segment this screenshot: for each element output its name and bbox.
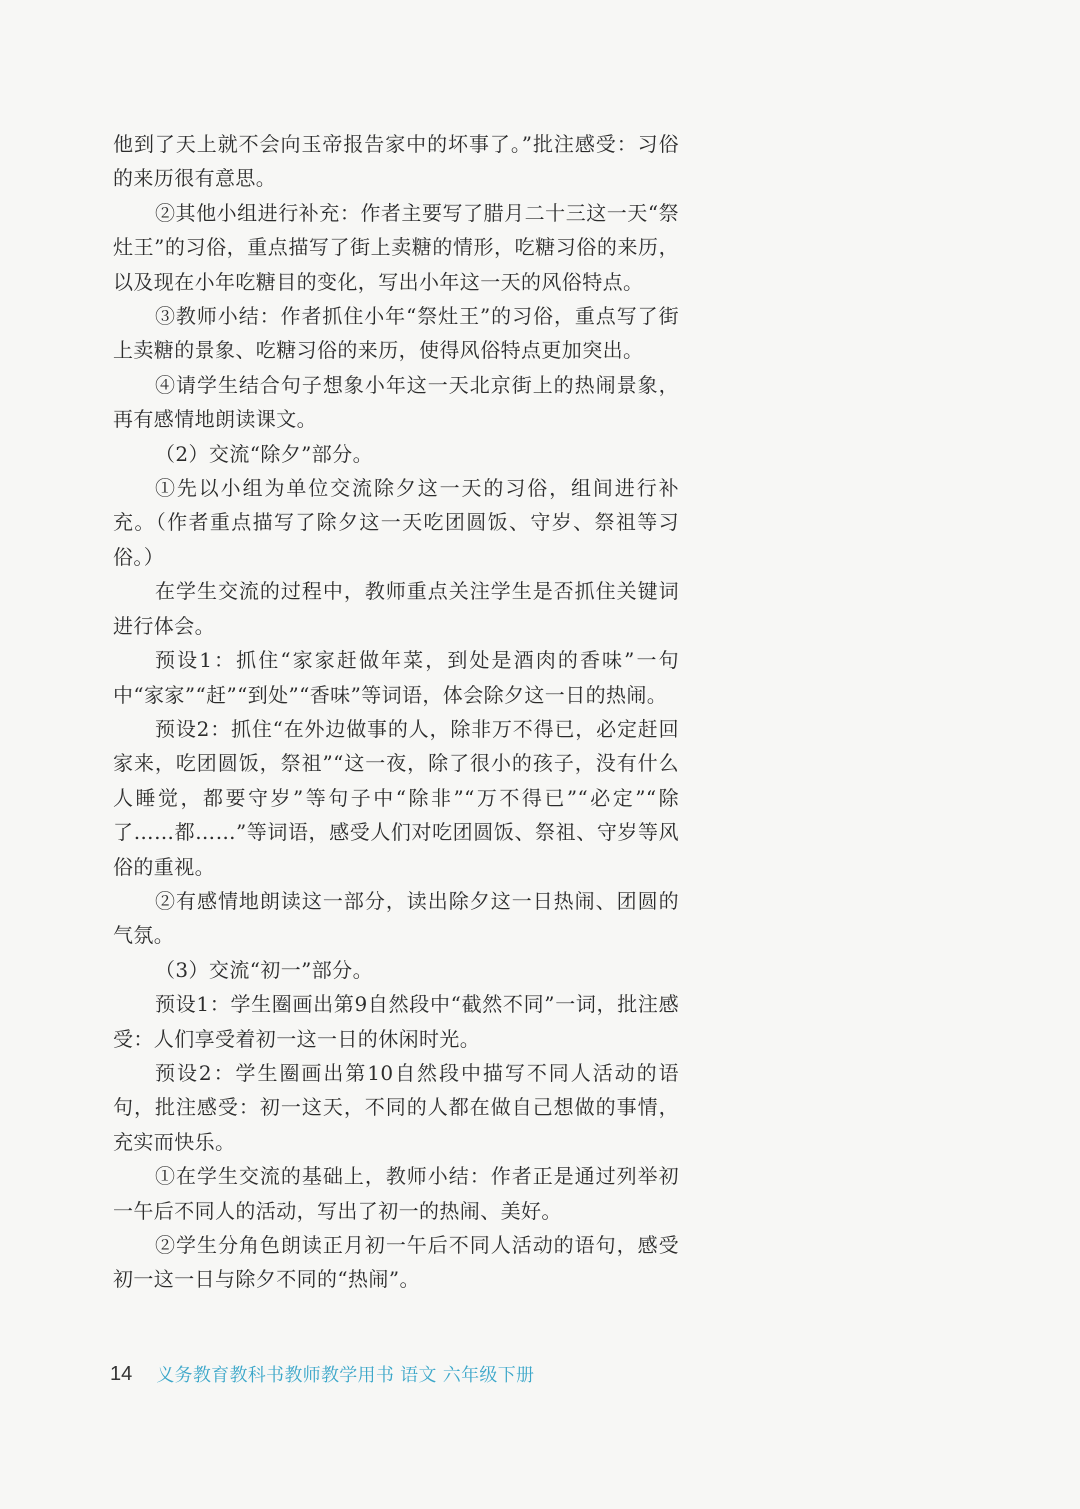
footer-book-title: 义务教育教科书教师教学用书 语文 六年级下册 <box>156 1365 535 1386</box>
paragraph-11: （3）交流“初一”部分。 <box>155 957 373 982</box>
paragraph-12: 预设1：学生圈画出第9自然段中“截然不同”一词，批注感受：人们享受着初一这一日的休闲时光。 <box>113 992 679 1051</box>
paragraph-1: 他到了天上就不会向玉帝报告家中的坏事了。”批注感受：习俗的来历很有意思。 <box>113 132 679 191</box>
paragraph-14: ①在学生交流的基础上，教师小结：作者正是通过列举初一午后不同人的活动，写出了初一的热闹、美好。 <box>113 1164 679 1223</box>
paragraph-3: ③教师小结：作者抓住小年“祭灶王”的习俗，重点写了街上卖糖的景象、吃糖习俗的来历，使得风俗特点更加突出。 <box>113 304 679 363</box>
page-footer <box>110 1360 534 1388</box>
page-number: 14 <box>110 1362 133 1385</box>
paragraph-10: ②有感情地朗读这一部分，读出除夕这一日热闹、团圆的气氛。 <box>113 888 679 948</box>
paragraph-7: 在学生交流的过程中，教师重点关注学生是否抓住关键词进行体会。 <box>113 579 679 638</box>
paragraph-13: 预设2：学生圈画出第10自然段中描写不同人活动的语句，批注感受：初一这天，不同的人都在做自己想做的事情，充实而快乐。 <box>113 1060 679 1154</box>
paragraph-4: ④请学生结合句子想象小年这一天北京街上的热闹景象，再有感情地朗读课文。 <box>113 372 679 432</box>
paragraph-2: ②其他小组进行补充：作者主要写了腊月二十三这一天“祭灶王”的习俗，重点描写了街上卖糖的情形，吃糖习俗的来历，以及现在小年吃糖目的变化，写出小年这一天的风俗特点。 <box>113 200 679 294</box>
paragraph-5: （2）交流“除夕”部分。 <box>155 441 373 466</box>
page-body <box>113 127 679 1297</box>
paragraph-8: 预设1：抓住“家家赶做年菜，到处是酒肉的香味”一句中“家家”“赶”“到处”“香味”等词语，体会除夕这一日的热闹。 <box>113 648 679 707</box>
paragraph-15: ②学生分角色朗读正月初一午后不同人活动的语句，感受初一这一日与除夕不同的“热闹”。 <box>113 1233 679 1292</box>
paragraph-6: ①先以小组为单位交流除夕这一天的习俗，组间进行补充。（作者重点描写了除夕这一天吃团圆饭、守岁、祭祖等习俗。） <box>113 476 679 569</box>
paragraph-9: 预设2：抓住“在外边做事的人，除非万不得已，必定赶回家来，吃团圆饭，祭祖”“这一夜，除了很小的孩子，没有什么人睡觉，都要守岁”等句子中“除非”“万不得已”“必定”“除了……都……”等词语，感受人们对吃团圆饭、祭祖、守岁等风俗的重视。 <box>113 716 679 879</box>
